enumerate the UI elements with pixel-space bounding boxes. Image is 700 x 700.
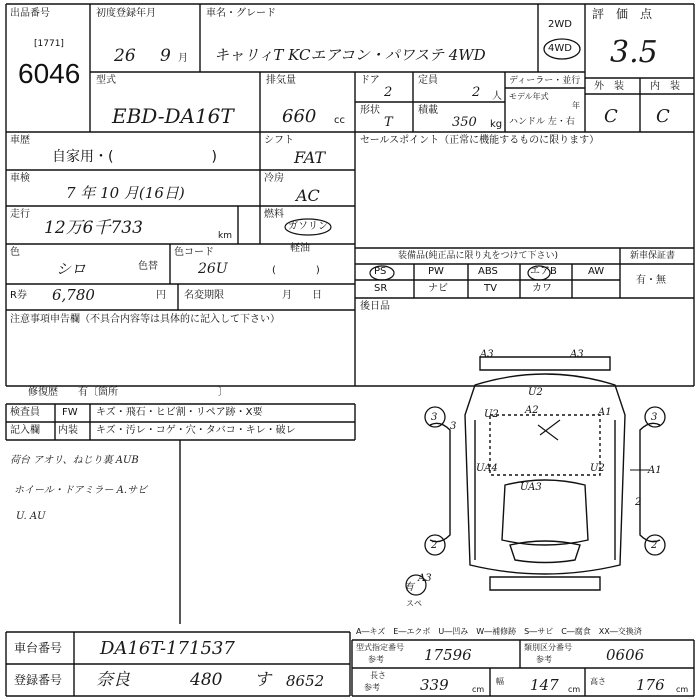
damage-legend: A―キズ E―エクボ U―凹み W―補修跡 S―サビ C―腐食 XX―交換済 <box>356 627 642 636</box>
spare-label: スペ <box>406 599 422 608</box>
length-value: 339 <box>420 676 449 694</box>
fuel-other: ( ) <box>272 265 320 276</box>
r-ticket-label: R券 <box>10 290 27 301</box>
notes-label: 注意事項申告欄（不具合内容等は具体的に記入して下さい） <box>10 314 280 325</box>
doors-label: ドア <box>360 75 380 86</box>
exterior-label: 外 装 <box>594 81 624 92</box>
height-value: 176 <box>636 676 665 694</box>
mark-ua4: UA4 <box>476 463 498 474</box>
int-label: 内装 <box>58 425 78 436</box>
mark-a3-left: A3 <box>480 349 494 360</box>
history-label: 車歴 <box>10 135 30 146</box>
equip-airbag: エアB <box>530 266 557 277</box>
drive-2wd: 2WD <box>548 19 572 30</box>
chassis-label: 車台番号 <box>14 641 63 655</box>
color-label: 色 <box>10 247 20 258</box>
equip-tv: TV <box>484 283 497 294</box>
length-sub: 参考 <box>364 683 380 692</box>
warranty-label: 新車保証書 <box>630 251 676 261</box>
load-value: 350 <box>452 115 477 130</box>
name-change-unit: 月 日 <box>282 290 322 301</box>
doors-value: 2 <box>384 85 393 100</box>
equip-abs: ABS <box>478 266 498 277</box>
shift-label: シフト <box>264 135 294 146</box>
mark-a3-right: A3 <box>570 349 584 360</box>
model-name: キャリィT KCエアコン・パワステ 4WD <box>214 46 486 64</box>
mark-ua3: UA3 <box>520 482 542 493</box>
reg-area: 奈良 <box>96 670 130 690</box>
height-label: 高さ <box>590 677 606 686</box>
color-change-label: 色替 <box>138 261 158 272</box>
model-designation-label: 型式指定番号 <box>356 643 404 652</box>
equip-ps-circle <box>368 264 398 282</box>
width-unit: cm <box>568 685 581 694</box>
year-unit: 年 <box>572 101 580 110</box>
name-change-label: 名変期限 <box>184 290 224 301</box>
type-value: EBD-DA16T <box>112 104 234 128</box>
capacity-label: 定員 <box>418 75 438 86</box>
color-code-label: 色コード <box>174 247 214 258</box>
model-name-label: 車名・グレード <box>206 8 276 19</box>
class-sub: 参考 <box>536 655 552 664</box>
fuel-gasoline-circle <box>283 217 333 237</box>
inspector-note-3: U. AU <box>16 511 46 522</box>
equip-airbag-circle <box>526 264 556 282</box>
mark-a1-right: A1 <box>648 465 662 476</box>
car-diagram <box>420 345 670 605</box>
shape-value: T <box>384 115 393 130</box>
mark-wheel-rl: 2 <box>431 540 438 551</box>
mark-u2-right: U2 <box>590 463 605 474</box>
inspector-label-1: 検査員 <box>10 407 40 418</box>
mileage-label: 走行 <box>10 209 30 220</box>
first-reg-unit: 月 <box>178 53 188 64</box>
mark-u2-left: U2 <box>484 409 499 420</box>
first-reg-label: 初度登録年月 <box>96 8 156 19</box>
spare-mark: 有 <box>404 582 414 593</box>
mark-panel-l: 3 <box>450 421 457 432</box>
displacement-label: 排気量 <box>266 75 296 86</box>
r-ticket-unit: 円 <box>156 290 166 301</box>
exterior-value: C <box>604 106 618 127</box>
equip-aw: AW <box>588 266 605 277</box>
first-reg-year: 26 <box>114 46 136 66</box>
equip-navi: ナビ <box>428 283 448 294</box>
lot-number: 6046 <box>18 58 81 89</box>
ac-value: AC <box>296 186 320 205</box>
history-value: 自家用・( ) <box>52 149 217 165</box>
fw-items: キズ・飛石・ヒビ割・リペア跡・X要 <box>96 407 263 418</box>
displacement-unit: cc <box>334 115 345 126</box>
interior-value: C <box>656 106 670 127</box>
reg-class: 480 <box>190 670 223 690</box>
equip-sr: SR <box>374 283 388 294</box>
fuel-gasoline: ガソリン <box>288 221 328 232</box>
lot-no-label: 出品番号 <box>10 8 50 19</box>
drive-4wd-circle <box>542 37 582 61</box>
shift-value: FAT <box>294 148 326 167</box>
score-label: 評 価 点 <box>592 7 653 21</box>
reg-kana: す <box>254 670 271 690</box>
mark-wheel-fr: 3 <box>651 412 658 423</box>
capacity-value: 2 <box>472 85 481 100</box>
class-value: 0606 <box>606 646 645 664</box>
r-ticket-value: 6,780 <box>52 286 95 304</box>
capacity-unit: 人 <box>492 91 502 102</box>
equipment-title: 装備品(純正品に限り丸をつけて下さい) <box>398 251 559 261</box>
mileage-value: 12万6千733 <box>44 218 143 238</box>
equip-pw: PW <box>428 266 444 277</box>
reg-label: 登録番号 <box>14 673 63 687</box>
load-unit: kg <box>490 119 503 130</box>
height-unit: cm <box>676 685 689 694</box>
fw-label: FW <box>62 407 78 418</box>
ac-label: 冷房 <box>264 173 284 184</box>
mark-u2-top: U2 <box>528 387 543 398</box>
inspector-label-2: 記入欄 <box>10 425 40 436</box>
mark-spare-a3: A3 <box>418 573 432 584</box>
drive-4wd: 4WD <box>548 43 572 54</box>
type-label: 型式 <box>96 75 116 86</box>
color-code-value: 26U <box>198 261 228 277</box>
length-unit: cm <box>472 685 485 694</box>
int-items: キズ・汚レ・コゲ・穴・タバコ・キレ・破レ <box>96 425 296 436</box>
inspection-value: 7 年 10 月(16日) <box>66 184 185 202</box>
length-label: 長さ <box>370 671 386 680</box>
inspector-note-2: ホイール・ドアミラー A.サビ <box>14 485 148 496</box>
fuel-label: 燃料 <box>264 209 284 220</box>
mark-panel-r: 2 <box>635 497 642 508</box>
model-designation-sub: 参考 <box>368 655 384 664</box>
inspection-label: 車検 <box>10 173 30 184</box>
mark-wheel-fl: 3 <box>431 412 438 423</box>
displacement-value: 660 <box>282 106 317 127</box>
mileage-unit: km <box>218 231 232 241</box>
class-label: 類別区分番号 <box>524 643 572 652</box>
first-reg-month: 9 <box>160 46 171 66</box>
fuel-diesel: 軽油 <box>290 243 310 254</box>
mark-wheel-rr: 2 <box>651 540 658 551</box>
chassis-value: DA16T-171537 <box>100 638 235 659</box>
sales-point-label: セールスポイント（正常に機能するものに限ります） <box>360 135 600 146</box>
after-items-label: 後日品 <box>360 301 390 312</box>
color-value: シロ <box>56 260 87 278</box>
inspector-note-1: 荷台 アオリ、ねじり裏 AUB <box>10 455 139 466</box>
score-value: 3.5 <box>610 35 658 70</box>
model-designation-value: 17596 <box>424 646 472 664</box>
reg-number: 8652 <box>286 672 325 690</box>
model-year-label: モデル年式 <box>509 92 549 101</box>
repair-history: 修復歴 有〔箇所 〕 <box>28 387 228 398</box>
handle-label: ハンドル 左・右 <box>509 117 575 127</box>
equip-leather: カワ <box>532 283 552 294</box>
lot-sub: [1771] <box>34 39 64 49</box>
equip-ps: PS <box>374 266 387 277</box>
load-label: 積載 <box>418 105 438 116</box>
width-value: 147 <box>530 676 559 694</box>
mark-a1-top: A1 <box>598 407 612 418</box>
shape-label: 形状 <box>360 105 380 116</box>
dealer-label: ディーラー・並行 <box>509 76 581 86</box>
mark-a2: A2 <box>525 405 539 416</box>
interior-label: 内 装 <box>650 81 680 92</box>
warranty-value: 有・無 <box>636 275 666 286</box>
width-label: 幅 <box>496 677 504 686</box>
